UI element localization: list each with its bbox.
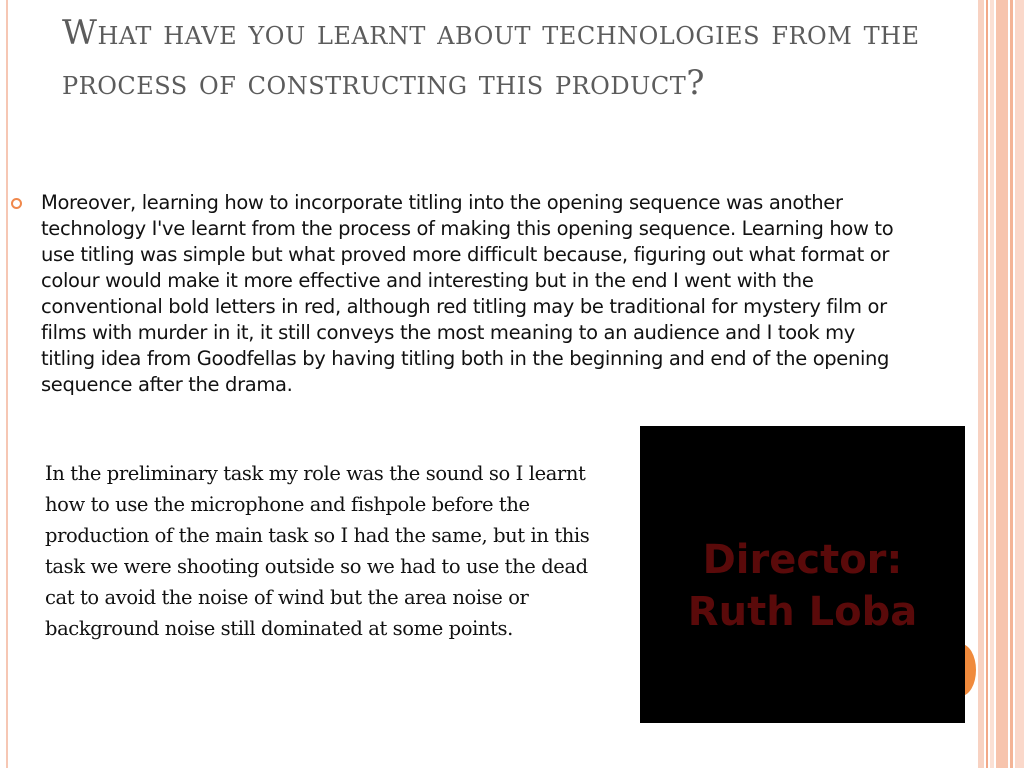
decorative-stripe (986, 0, 988, 768)
bullet-paragraph: Moreover, learning how to incorporate titling into the opening sequence was another technology I've learnt from the process of making this opening sequence. Learning how to use titling was simple but what proved more difficult because, figuring out what format or colour would make it more effective and interesting but in the end I went with the conventional bold letters in red, although red titling may be traditional for mystery film or films with murder in it, it still conveys the most meaning to an audience and I took my titling idea from Goodfellas by having titling both in the beginning and end of the opening sequence after the drama. (41, 191, 894, 396)
left-border (6, 0, 8, 768)
decorative-stripe (1015, 0, 1024, 768)
bullet-circle-icon (11, 198, 22, 209)
video-caption-line2: Ruth Loba (687, 589, 918, 635)
decorative-stripe (978, 0, 984, 768)
video-caption-line1: Director: (702, 537, 903, 583)
body-paragraph: In the preliminary task my role was the sound so I learnt how to use the microphone and fishpole before the production of the main task so I had the same, but in this task we were shooting outside so we had to use the dead cat to avoid the noise of wind but the area noise or background noise still dominated at some points. (45, 462, 590, 640)
decorative-stripe (996, 0, 1008, 768)
slide-title: What have you learnt about technologies from the process of constructing this product? (62, 13, 920, 103)
decorative-stripe (1010, 0, 1013, 768)
video-title-card (640, 534, 965, 638)
video-frame[interactable] (640, 426, 965, 723)
decorative-stripe (990, 0, 994, 768)
